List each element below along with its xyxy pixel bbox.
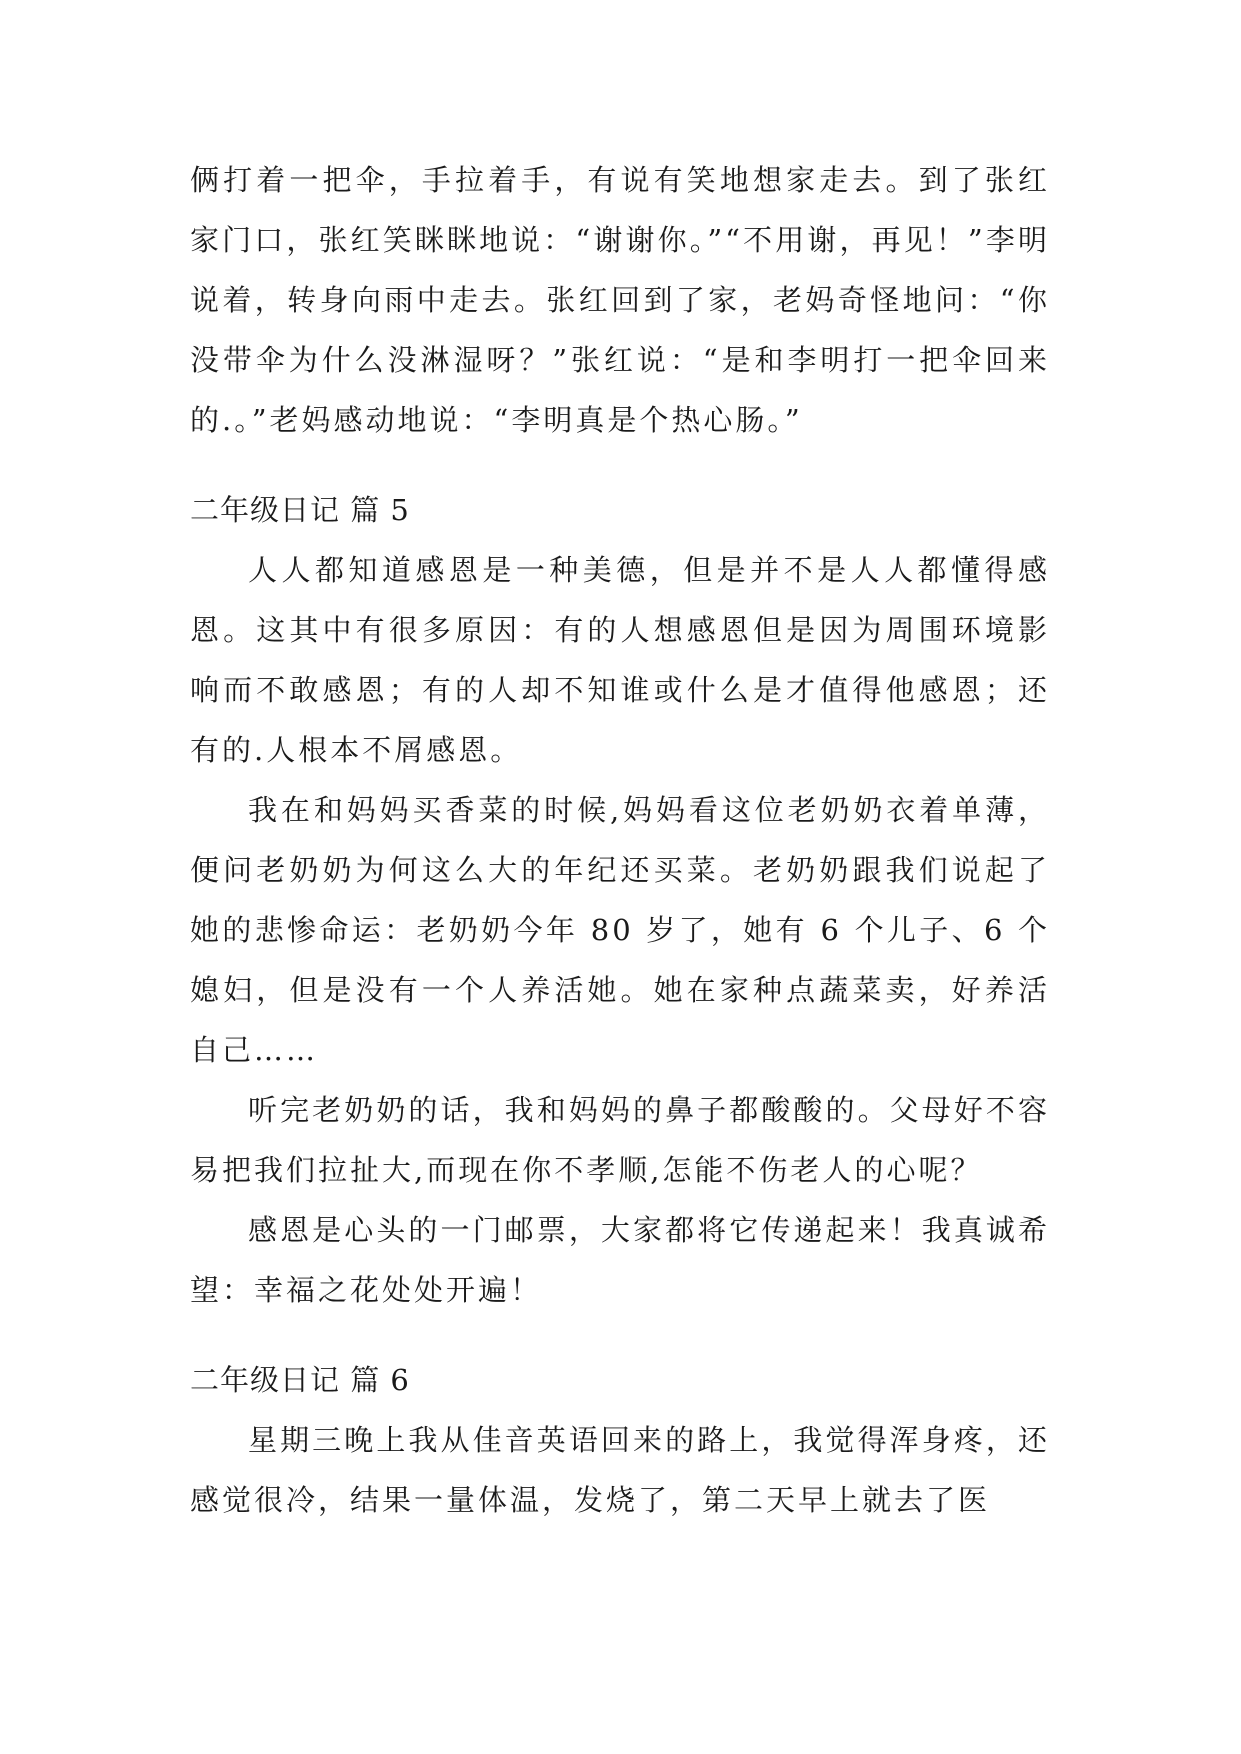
paragraph: 人人都知道感恩是一种美德，但是并不是人人都懂得感恩。这其中有很多原因：有的人想感恩但是因为周围环境影响而不敢感恩；有的人却不知谁或什么是才值得他感恩；还有的.人根本不屑感恩。 [190, 553, 1050, 767]
paragraph: 感恩是心头的一门邮票，大家都将它传递起来！我真诚希望：幸福之花处处开遍！ [190, 1213, 1050, 1307]
paragraph: 我在和妈妈买香菜的时候,妈妈看这位老奶奶衣着单薄，便问老奶奶为何这么大的年纪还买菜。老奶奶跟我们说起了她的悲惨命运：老奶奶今年 80 岁了，她有 6 个儿子、6 个媳妇，但是没有一个人养活她。她在家种点蔬菜卖，好养活自己…… [190, 793, 1050, 1067]
section-heading: 二年级日记 篇 6 [190, 1363, 410, 1397]
section-5 [190, 480, 1050, 1320]
continued-paragraph: 俩打着一把伞，手拉着手，有说有笑地想家走去。到了张红家门口，张红笑眯眯地说：“谢谢你。”“不用谢，再见！”李明说着，转身向雨中走去。张红回到了家，老妈奇怪地问：“你没带伞为什么没淋湿呀？”张红说：“是和李明打一把伞回来的.。”老妈感动地说：“李明真是个热心肠。” [190, 163, 1050, 437]
section-6 [190, 1350, 1050, 1530]
continued-paragraph-block [190, 150, 1050, 450]
paragraph: 星期三晚上我从佳音英语回来的路上，我觉得浑身疼，还感觉很冷，结果一量体温，发烧了，第二天早上就去了医 [190, 1423, 1050, 1517]
section-heading: 二年级日记 篇 5 [190, 493, 410, 527]
paragraph: 听完老奶奶的话，我和妈妈的鼻子都酸酸的。父母好不容易把我们拉扯大,而现在你不孝顺,怎能不伤老人的心呢？ [190, 1093, 1050, 1187]
